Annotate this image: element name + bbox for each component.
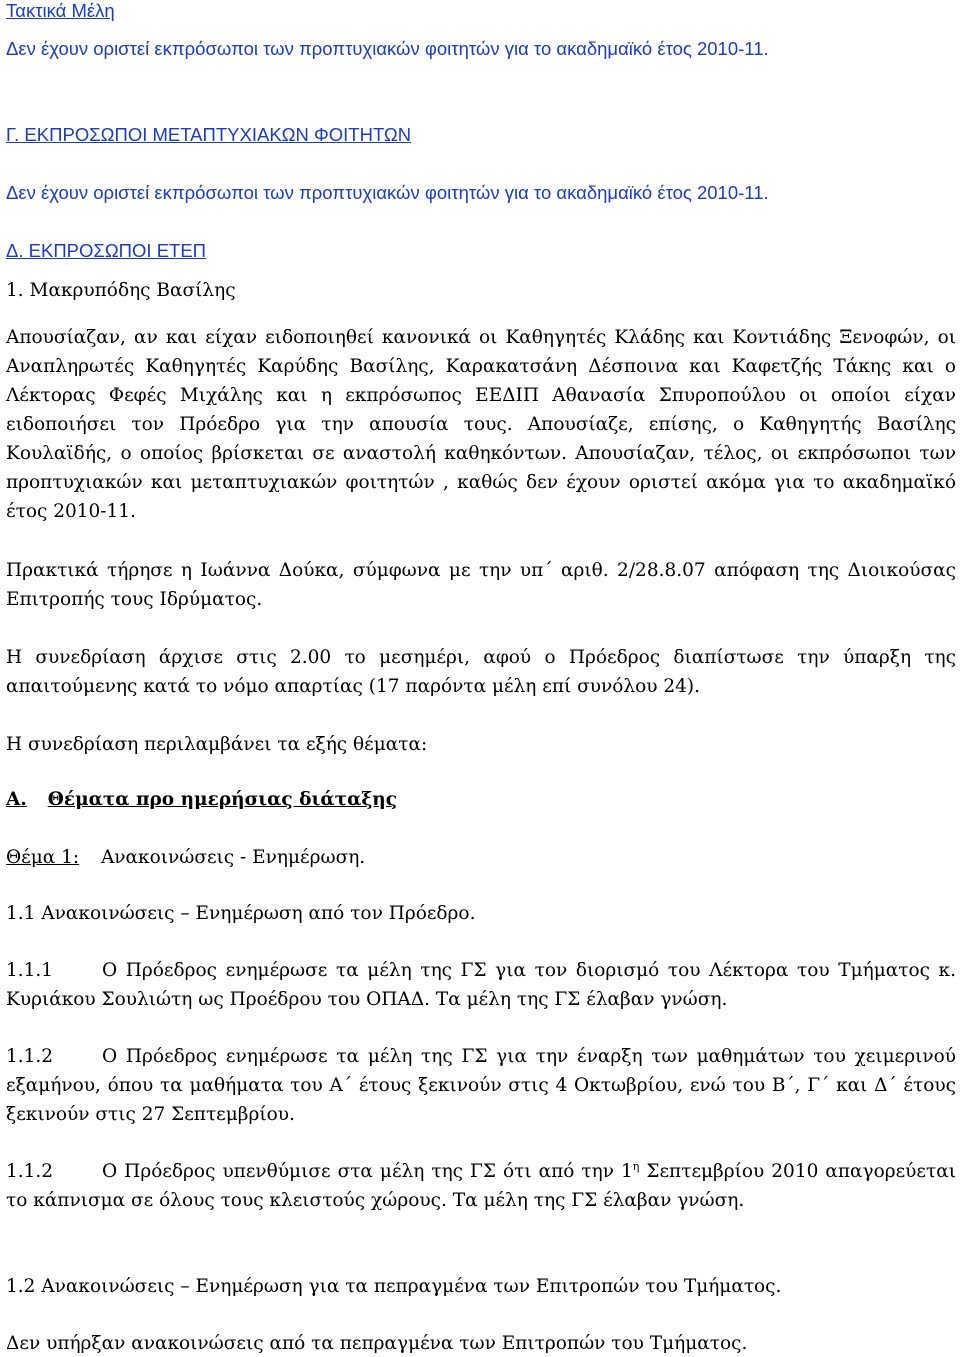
item-1-1-2-semester (6, 1042, 956, 1129)
item-1-1-2-smoking (6, 1157, 956, 1215)
topic-1-label: Θέμα 1: (6, 847, 80, 868)
no-committee-announcements: Δεν υπήρξαν ανακοινώσεις από τα πεπραγμένα των Επιτροπών του Τμήματος. (6, 1333, 748, 1354)
absence-paragraph: Απουσίαζαν, αν και είχαν ειδοποιηθεί κανονικά οι Καθηγητές Κλάδης και Κοντιάδης Ξενοφών, οι Αναπληρωτές Καθηγητές Καρύδης Βασίλης, Καρακατσάνη Δέσποινα και Καφετζής Τάκης και ο Λέκτορας Φεφές Μιχάλης και η εκπρόσωπος ΕΕΔΙΠ Αθανασία Σπυροπούλου οι οποίοι είχαν ειδοποιήσει τον Πρόεδρο για την απουσία τους. Απουσίαζε, επίσης, ο Καθηγητής Βασίλης Κουλαϊδής, ο οποίος βρίσκεται σε αναστολή καθηκόντων. Απουσίαζαν, τέλος, οι εκπρόσωποι των προπτυχιακών και μεταπτυχιακών φοιτητών , καθώς δεν έχουν οριστεί ακόμα για το ακαδημαϊκό έτος 2010-11. (6, 327, 956, 522)
item-1-1-2-smoking-text-before: Ο Πρόεδρος υπενθύμισε στα μέλη της ΓΣ ότι από την 1 (102, 1161, 633, 1182)
agenda-heading (6, 789, 397, 811)
item-1-1-2-semester-text: Ο Πρόεδρος ενημέρωσε τα μέλη της ΓΣ για την έναρξη των μαθημάτων του χειμερινού εξαμήνου, όπου τα μαθήματα του Α΄ έτους ξεκινούν στις 4 Οκτωβρίου, ενώ του Β΄, Γ΄ και Δ΄ έτους ξεκινούν στις 27 Σεπτεμβρίου. (6, 1046, 956, 1125)
session-topics-intro: Η συνεδρίαση περιλαμβάνει τα εξής θέματα: (6, 734, 428, 755)
topic-1-text: Ανακοινώσεις - Ενημέρωση. (100, 847, 366, 868)
item-1-1-2-smoking-superscript: η (632, 1159, 640, 1173)
session-start-paragraph: Η συνεδρίαση άρχισε στις 2.00 το μεσημέρι, αφού ο Πρόεδρος διαπίστωσε την ύπαρξη της απαιτούμενης κατά το νόμο απαρτίας (17 παρόντα μέλη επί συνόλου 24). (6, 647, 956, 697)
etep-member-1: 1. Μακρυπόδης Βασίλης (6, 280, 236, 301)
heading-etep-reps: Δ. ΕΚΠΡΟΣΩΠΟΙ ΕΤΕΠ (6, 240, 207, 261)
item-1-1-1 (6, 956, 956, 1014)
item-1-1-2-semester-number: 1.1.2 (6, 1046, 54, 1067)
item-1-1-2-smoking-text-after: Σεπτεμβρίου 2010 απαγορεύεται το κάπνισμα σε όλους τους κλειστούς χώρους. Τα μέλη της ΓΣ έλαβαν γνώση. (6, 1161, 956, 1211)
item-1-1-1-number: 1.1.1 (6, 960, 54, 981)
item-1-1-1-text: Ο Πρόεδρος ενημέρωσε τα μέλη της ΓΣ για τον διορισμό του Λέκτορα του Τμήματος κ. Κυριάκου Σουλιώτη ως Προέδρου του ΟΠΑΔ. Τα μέλη της ΓΣ έλαβαν γνώση. (6, 960, 956, 1010)
agenda-heading-text: Θέματα προ ημερήσιας διάταξης (47, 789, 397, 810)
item-1-1-2-smoking-number: 1.1.2 (6, 1161, 54, 1182)
item-1-2: 1.2 Ανακοινώσεις – Ενημέρωση για τα πεπραγμένα των Επιτροπών του Τμήματος. (6, 1276, 782, 1297)
topic-1 (6, 847, 365, 869)
heading-regular-members: Τακτικά Μέλη (6, 0, 115, 21)
heading-grad-student-reps: Γ. ΕΚΠΡΟΣΩΠΟΙ ΜΕΤΑΠΤΥΧΙΑΚΩΝ ΦΟΙΤΗΤΩΝ (6, 124, 412, 145)
agenda-heading-letter: Α. (6, 789, 27, 810)
minutes-keeper-paragraph: Πρακτικά τήρησε η Ιωάννα Δούκα, σύμφωνα με την υπ΄ αριθ. 2/28.8.07 απόφαση της Διοικούσας Επιτροπής τους Ιδρύματος. (6, 560, 956, 610)
no-undergrad-reps-line-2: Δεν έχουν οριστεί εκπρόσωποι των προπτυχιακών φοιτητών για το ακαδημαϊκό έτος 2010-11. (6, 182, 769, 203)
no-undergrad-reps-line-1: Δεν έχουν οριστεί εκπρόσωποι των προπτυχιακών φοιτητών για το ακαδημαϊκό έτος 2010-11. (6, 38, 769, 59)
item-1-1: 1.1 Ανακοινώσεις – Ενημέρωση από τον Πρόεδρο. (6, 903, 476, 924)
